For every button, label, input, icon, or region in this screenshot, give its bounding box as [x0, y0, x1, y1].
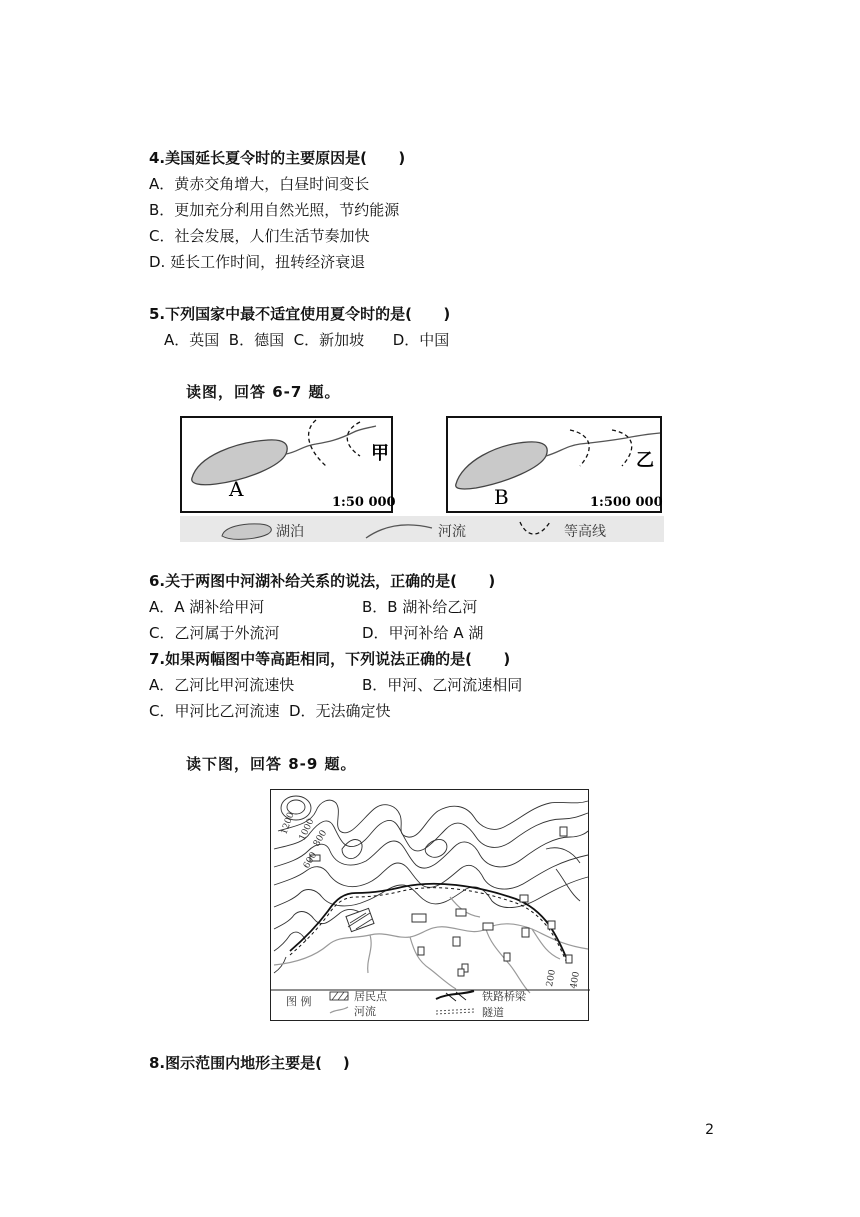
q7-option-cd: C．甲河比乙河流速 D．无法确定快: [149, 702, 391, 720]
scale-b: 1:500 000: [590, 495, 663, 510]
legend-title: 图 例: [286, 995, 312, 1008]
label-b: B: [494, 485, 509, 509]
legend-river-label: 河流: [438, 524, 466, 540]
contour-label-200: 200: [545, 968, 558, 988]
q6-stem: 6.关于两图中河湖补给关系的说法，正确的是( ): [149, 572, 496, 590]
q6-option-a: A．A 湖补给甲河: [149, 598, 265, 616]
legend-settlement-label: 居民点: [354, 990, 387, 1003]
label-yi: 乙: [636, 450, 654, 471]
q7-option-a: A．乙河比甲河流速快: [149, 676, 295, 694]
legend-bridge-label: 铁路桥梁: [482, 990, 526, 1003]
q7-stem: 7.如果两幅图中等高距相同，下列说法正确的是( ): [149, 650, 511, 668]
contour-label-1200: 1200: [279, 811, 297, 837]
figure-topographic-map: [270, 789, 590, 1022]
legend-river-label2: 河流: [354, 1005, 376, 1018]
contour-label-400: 400: [569, 970, 582, 990]
prompt-6-7: 读图，回答 6-7 题。: [186, 383, 341, 401]
figure-lake-river-maps: [176, 414, 664, 544]
q5-options: A．英国 B．德国 C．新加坡 D．中国: [164, 331, 450, 349]
q4-option-b: B．更加充分利用自然光照，节约能源: [149, 201, 400, 219]
label-jia: 甲: [371, 443, 389, 464]
q4-stem: 4.美国延长夏令时的主要原因是( ): [149, 149, 406, 167]
q6-option-d: D．甲河补给 A 湖: [362, 624, 484, 642]
page-number: 2: [705, 1122, 714, 1138]
figure1-legend: [180, 516, 664, 542]
q6-option-c: C．乙河属于外流河: [149, 624, 280, 642]
scale-a: 1:50 000: [332, 495, 396, 510]
q6-option-b: B．B 湖补给乙河: [362, 598, 478, 616]
q5-stem: 5.下列国家中最不适宜使用夏令时的是( ): [149, 305, 451, 323]
q7-option-b: B．甲河、乙河流速相同: [362, 676, 523, 694]
legend-contour-label: 等高线: [564, 524, 606, 540]
contour-label-800: 800: [311, 828, 330, 849]
q4-option-c: C．社会发展，人们生活节奏加快: [149, 227, 370, 245]
prompt-8-9: 读下图，回答 8-9 题。: [186, 755, 357, 773]
q8-stem: 8.图示范围内地形主要是( ): [149, 1054, 350, 1072]
legend-tunnel-label: 隧道: [482, 1006, 504, 1019]
contour-label-1000: 1000: [297, 817, 317, 843]
legend-lake-label: 湖泊: [276, 524, 304, 540]
label-a: A: [229, 477, 244, 501]
q4-option-d: D. 延长工作时间，扭转经济衰退: [149, 253, 366, 271]
contour-label-600: 600: [301, 850, 320, 871]
q4-option-a: A．黄赤交角增大，白昼时间变长: [149, 175, 370, 193]
